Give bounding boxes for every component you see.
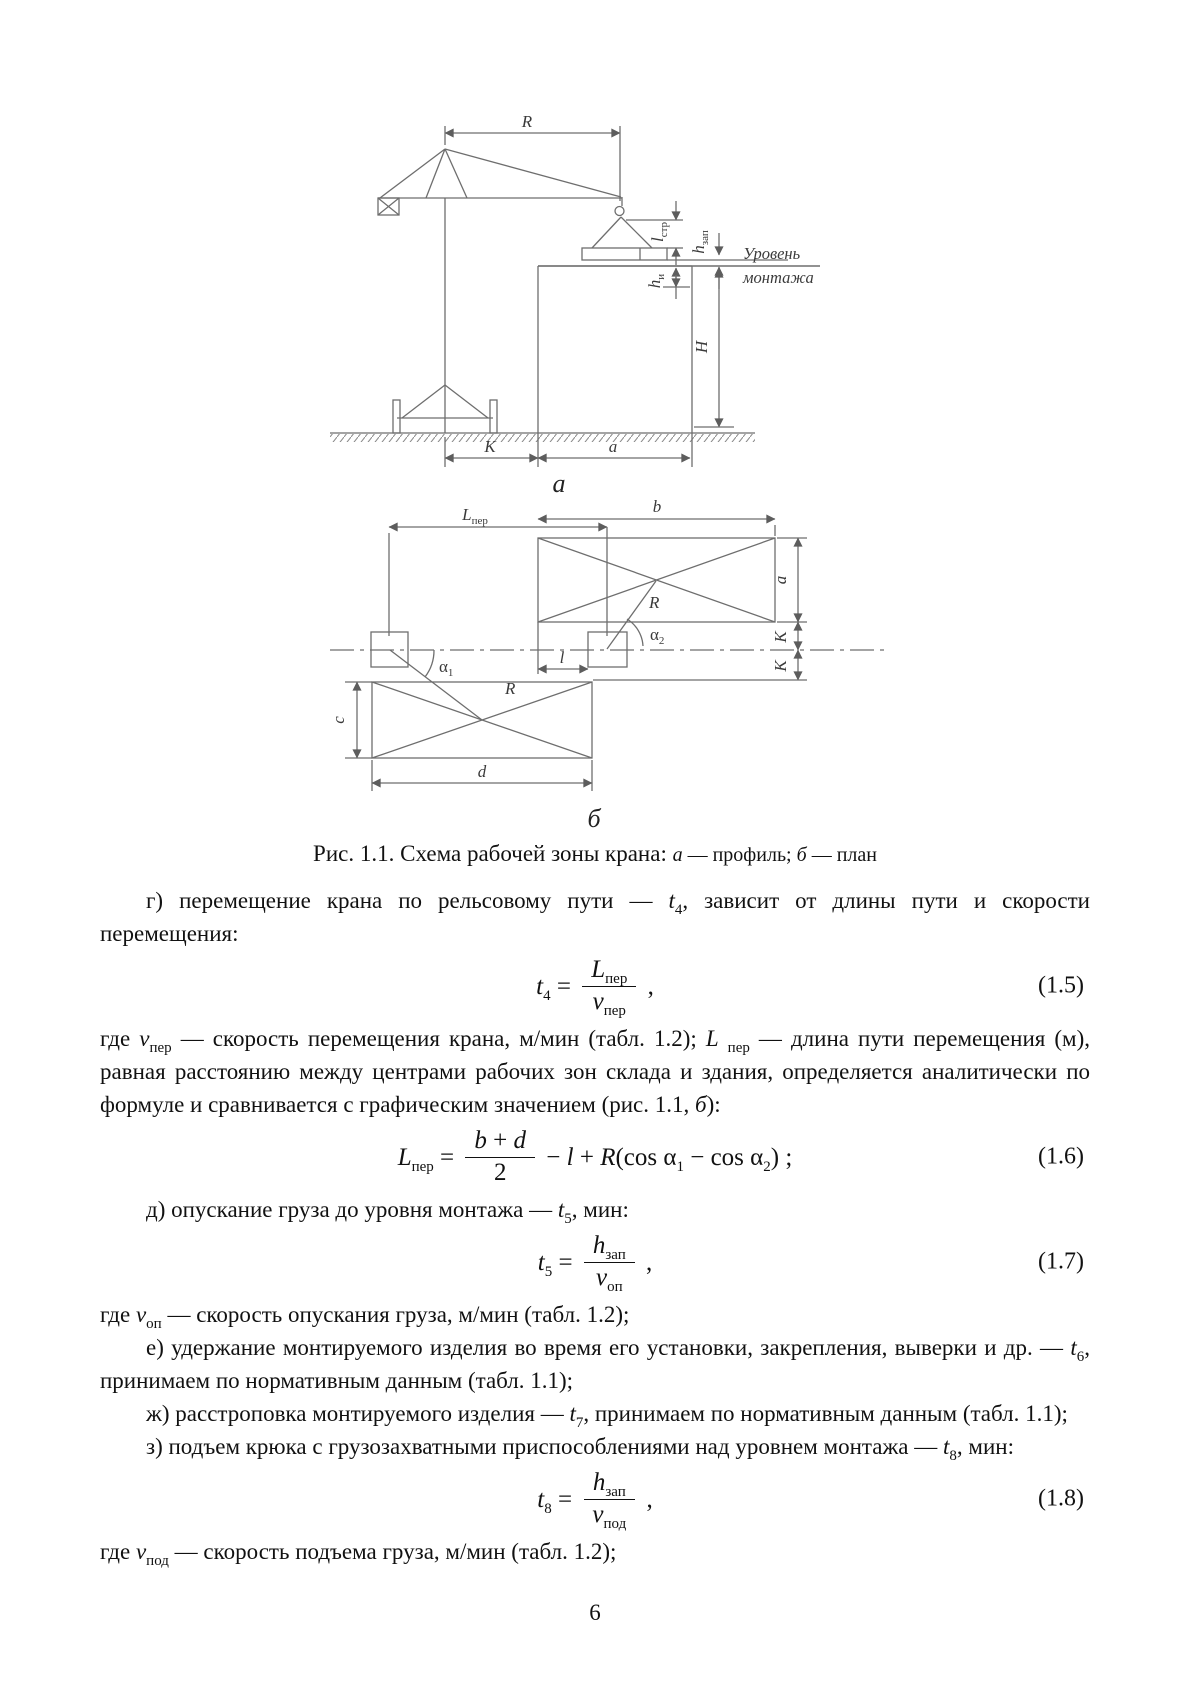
subfigure-label-b: б	[587, 804, 601, 830]
equation-number-1-7: (1.7)	[1038, 1248, 1084, 1275]
dim-label-c: c	[329, 716, 348, 724]
dim-label-K: K	[484, 437, 496, 456]
dim-label-d: d	[477, 762, 487, 781]
angle-label-alpha2: $\alpha_2$	[650, 625, 665, 647]
body-text	[100, 884, 1090, 1568]
paragraph-e: е) удержание монтируемого изделия во время его установки, закрепления, выверки и др. — $t_6$, принимаем по нормативным данным (табл. 1.1);	[100, 1335, 1090, 1393]
level-line-label-2: монтажа	[743, 268, 814, 287]
formula-1-5: $t_4$ = $\frac{L_{пер}}{v_{пер}}$ ,	[536, 955, 654, 1019]
formula-1-6-row	[100, 1125, 1090, 1189]
equation-number-1-6: (1.6)	[1038, 1143, 1084, 1170]
paragraph-where-vpod: где $v_{под}$ — скорость подъема груза, м/мин (табл. 1.2);	[100, 1539, 617, 1569]
dim-label-H: H	[692, 340, 711, 354]
paragraph-where-vper: где $v_{пер}$ — скорость перемещения крана, м/мин (табл. 1.2); L $_{пер}$ — длина пути перемещения (м), равная расстоянию между центрами рабочих зон склада и здания, определяется аналитически по формуле и сравнивается с графическим значением (рис. 1.1, б):	[100, 1026, 1091, 1117]
paragraph-where-vop: где $v_{оп}$ — скорость опускания груза, м/мин (табл. 1.2);	[100, 1302, 630, 1332]
dim-label-R: R	[521, 112, 533, 131]
dim-label-l: l	[559, 648, 565, 667]
figure-caption: Рис. 1.1. Схема рабочей зоны крана: а — профиль; б — план	[313, 841, 877, 866]
subfigure-label-a: а	[552, 469, 566, 495]
dim-label-a: a	[608, 437, 618, 456]
radius-label-R-left: R	[505, 679, 516, 698]
dim-label-L-per: $L_{пер}$	[462, 505, 488, 527]
dim-label-h-i: $h_и$	[645, 273, 667, 289]
dim-label-a-plan: a	[771, 575, 790, 585]
paragraph-zh: ж) расстроповка монтируемого изделия — $t_7$, принимаем по нормативным данным (табл. 1.1);	[146, 1401, 1068, 1431]
level-line-label-1: Уровень	[743, 244, 801, 263]
formula-1-7: $t_5$ = $\frac{h_{зап}}{v_{оп}}$ ,	[537, 1231, 653, 1295]
formula-1-8-row	[100, 1467, 1090, 1531]
paragraph-z: з) подъем крюка с грузозахватными приспособлениями над уровнем монтажа — $t_8$, мин:	[146, 1434, 1014, 1464]
page-number: 6	[589, 1600, 601, 1625]
formula-1-7-row	[100, 1230, 1090, 1294]
paragraph-d: д) опускание груза до уровня монтажа — $t_5$, мин:	[146, 1197, 629, 1227]
dim-label-h-zap: $h_{зап}$	[689, 230, 711, 254]
equation-number-1-5: (1.5)	[1038, 972, 1084, 999]
dim-label-K-lower: K	[771, 660, 790, 672]
paragraph-g: г) перемещение крана по рельсовому пути — $t_4$, зависит от длины пути и скорости перемещения:	[100, 888, 1090, 946]
dim-label-K-upper: K	[771, 631, 790, 643]
formula-1-6: $L_{пер}$ = $\frac{b + d}{2}$ − l + R(cos $\alpha_1 - \cos \alpha_2$) ;	[397, 1126, 793, 1186]
crane-plan-diagram	[325, 500, 905, 830]
crane-profile-diagram	[330, 95, 830, 495]
angle-label-alpha1: $\alpha_1$	[439, 657, 454, 679]
profile-linework	[330, 126, 820, 467]
radius-label-R-right: R	[649, 593, 660, 612]
plan-linework	[330, 519, 887, 791]
formula-1-8: $t_8$ = $\frac{h_{зап}}{v_{под}}$ ,	[537, 1468, 653, 1532]
dim-label-l-str: $l_{стр}$	[648, 221, 670, 243]
dim-label-b: b	[652, 500, 662, 516]
formula-1-5-row	[100, 954, 1090, 1018]
equation-number-1-8: (1.8)	[1038, 1485, 1084, 1512]
